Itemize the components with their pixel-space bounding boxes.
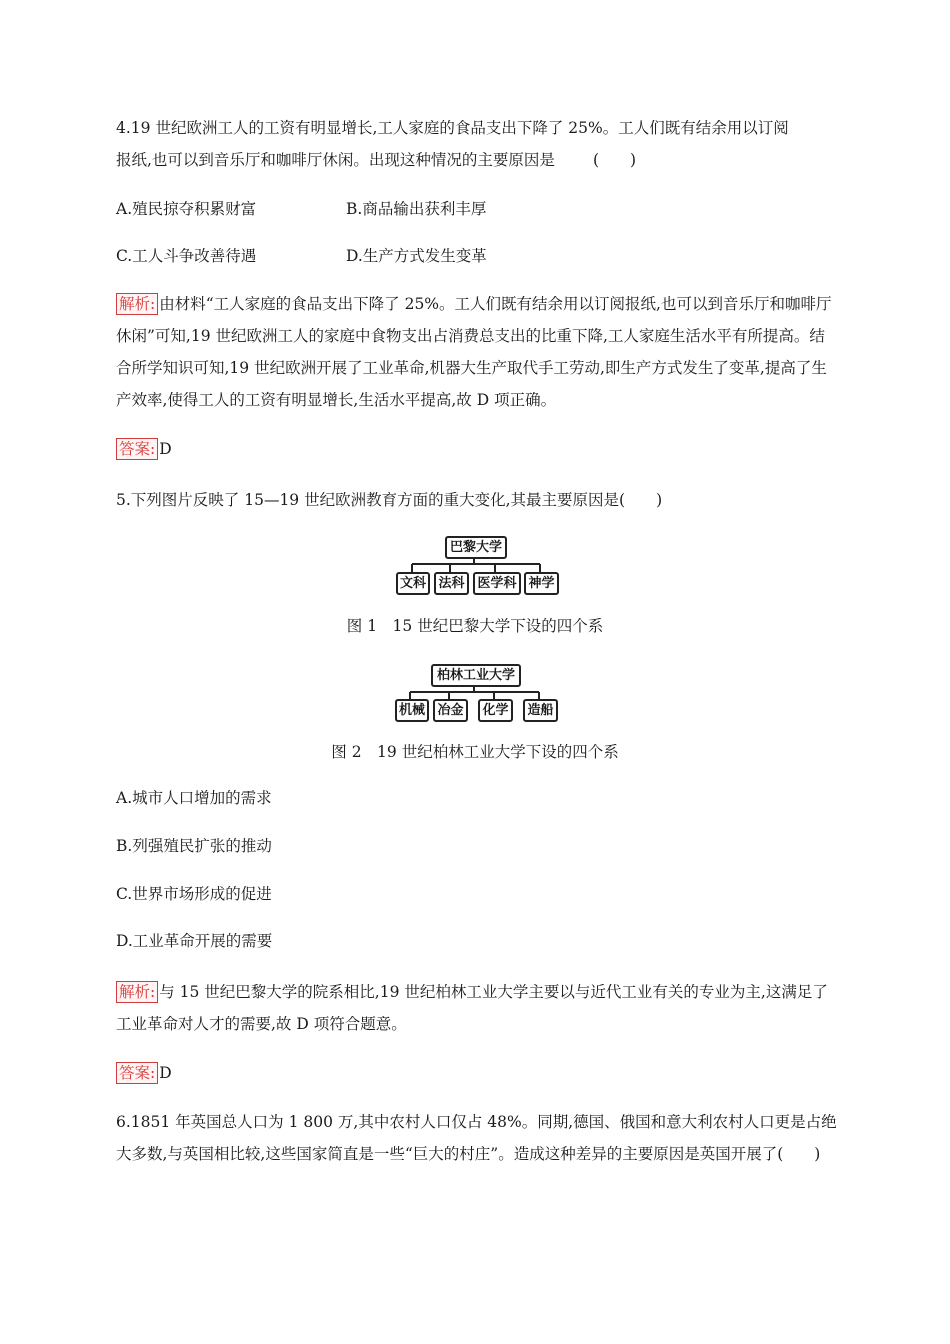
figure-1-caption: 图 1 15 世纪巴黎大学下设的四个系	[346, 617, 604, 635]
answer-label: 答案:	[116, 1062, 158, 1084]
question-4-stem-line2-text: 报纸,也可以到音乐厅和咖啡厅休闲。出现这种情况的主要原因是	[116, 151, 555, 169]
question-4-stem-line1: 4.19 世纪欧洲工人的工资有明显增长,工人家庭的食品支出下降了 25%。工人们既有结余用以订阅	[116, 119, 789, 137]
figure-1-dept-1: 文科	[396, 572, 430, 595]
question-4-analysis-text: 由材料“工人家庭的食品支出下降了 25%。工人们既有结余用以订阅报纸,也可以到音乐厅和咖啡厅休闲”可知,19 世纪欧洲工人的家庭中食物支出占消费总支出的比重下降,工人家庭生活水平有所提高。结合所学知识可知,19 世纪欧洲开展了工业革命,机器大生产取代手工劳动,即生产方式发生了变革,提高了生产效率,使得工人的工资有明显增长,生活水平提高,故 D 项正确。	[116, 295, 832, 409]
figure-1-dept-4: 神学	[524, 572, 559, 595]
analysis-label: 解析:	[116, 293, 158, 315]
question-5-option-c: C.世界市场形成的促进	[116, 885, 272, 903]
question-4-option-b: B.商品输出获利丰厚	[346, 200, 487, 218]
question-4-option-a: A.殖民掠夺积累财富	[116, 200, 257, 218]
figure-1-dept-2: 法科	[434, 572, 469, 595]
question-5-analysis-text: 与 15 世纪巴黎大学的院系相比,19 世纪柏林工业大学主要以与近代工业有关的专业为主,这满足了工业革命对人才的需要,故 D 项符合题意。	[116, 983, 828, 1033]
question-5-analysis	[116, 976, 838, 1040]
figure-2-dept-3: 化学	[478, 699, 513, 722]
figure-2-caption: 图 2 19 世纪柏林工业大学下设的四个系	[331, 743, 619, 761]
analysis-label: 解析:	[116, 981, 158, 1003]
figure-2-dept-2: 冶金	[433, 699, 468, 722]
answer-label: 答案:	[116, 438, 158, 460]
figure-1-root-box: 巴黎大学	[445, 536, 507, 559]
figure-2-dept-1: 机械	[395, 699, 429, 722]
question-5-stem: 5.下列图片反映了 15—19 世纪欧洲教育方面的重大变化,其最主要原因是( )	[116, 491, 663, 509]
question-4-bracket: ( )	[592, 151, 637, 169]
question-4-option-c: C.工人斗争改善待遇	[116, 247, 257, 265]
question-5-answer-value: D	[159, 1064, 172, 1082]
question-5-option-b: B.列强殖民扩张的推动	[116, 837, 272, 855]
question-5-option-d: D.工业革命开展的需要	[116, 932, 273, 950]
question-4-answer-value: D	[159, 440, 172, 458]
question-6-stem: 6.1851 年英国总人口为 1 800 万,其中农村人口仅占 48%。同期,德国、俄国和意大利农村人口更是占绝大多数,与英国相比较,这些国家简直是一些“巨大的村庄”。造成这种差异的主要原因是英国开展了( )	[116, 1113, 837, 1163]
question-5-answer	[116, 1057, 838, 1089]
figure-2-root-box: 柏林工业大学	[431, 664, 521, 687]
figure-2-dept-4: 造船	[523, 699, 558, 722]
question-4-option-d: D.生产方式发生变革	[346, 247, 487, 265]
question-5-option-a: A.城市人口增加的需求	[116, 789, 272, 807]
figure-1-dept-3: 医学科	[473, 572, 521, 595]
